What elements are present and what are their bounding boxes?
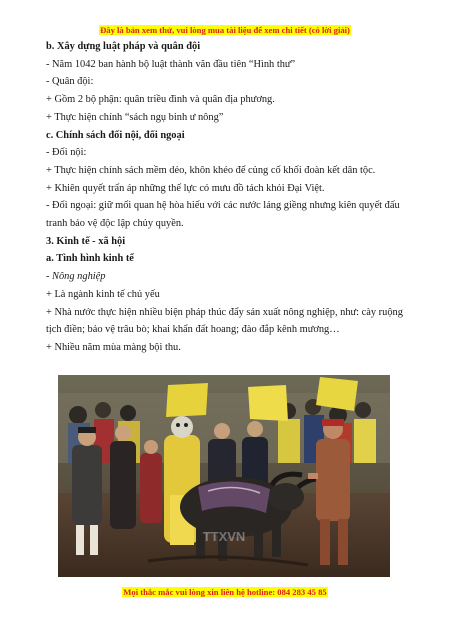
- hotline-banner: [0, 587, 450, 597]
- preview-banner: [0, 25, 450, 35]
- paragraph-line: + Là ngành kinh tế chủ yếu: [46, 288, 160, 300]
- paragraph-line: + Gồm 2 bộ phận: quân triều đình và quân địa phương.: [46, 94, 275, 106]
- paragraph-line: - Đối ngoại: giữ mối quan hệ hòa hiếu với các nước láng giềng nhưng kiên quyết đấu tranh bảo vệ độc lập chủy quyền.: [46, 200, 400, 230]
- section-3-heading: 3. Kinh tế - xã hội: [46, 235, 126, 247]
- paragraph-line: + Khiên quyết trấn áp những thế lực có mưu đồ tách khỏi Đại Việt.: [46, 182, 325, 194]
- hotline-banner-text: Mọi thắc mắc vui lòng xin liên hệ hotline: 084 283 45 85: [123, 587, 327, 597]
- paragraph-line: + Thực hiện chính sách mềm dẻo, khôn khéo để củng cố khối đoàn kết dân tộc.: [46, 164, 376, 176]
- paragraph-line: + Nhiều năm mùa màng bội thu.: [46, 341, 181, 353]
- category-label: - Nông nghiệp: [46, 271, 106, 283]
- paragraph-line: - Đối nội:: [46, 147, 87, 159]
- paragraph-line: - Quân đội:: [46, 76, 94, 88]
- section-b-heading: b. Xây dựng luật pháp và quân đội: [46, 41, 201, 52]
- subsection-a-heading: a. Tình hình kinh tế: [46, 253, 134, 265]
- ploughing-festival-photo: [58, 375, 390, 577]
- preview-banner-text: Đây là bản xem thử, vui lòng mua tài liệu để xem chi tiết (có lời giải): [100, 25, 350, 35]
- photo-watermark: TTXVN: [202, 529, 246, 544]
- photo-illustration: [58, 375, 390, 577]
- paragraph-line: - Năm 1042 ban hành bộ luật thành văn đầu tiên “Hình thư”: [46, 58, 296, 70]
- paragraph-line: + Nhà nước thực hiện nhiều biện pháp thúc đẩy sản xuất nông nghiệp, như: cày ruộng tịch điền; bảo vệ trâu bò; khai khẩn đất hoang; đào đắp kênh mương…: [46, 306, 403, 336]
- document-body: [46, 38, 411, 357]
- paragraph-line: + Thực hiện chính “sách ngụ binh ư nông”: [46, 111, 224, 123]
- section-c-heading: c. Chính sách đối nội, đối ngoại: [46, 129, 185, 141]
